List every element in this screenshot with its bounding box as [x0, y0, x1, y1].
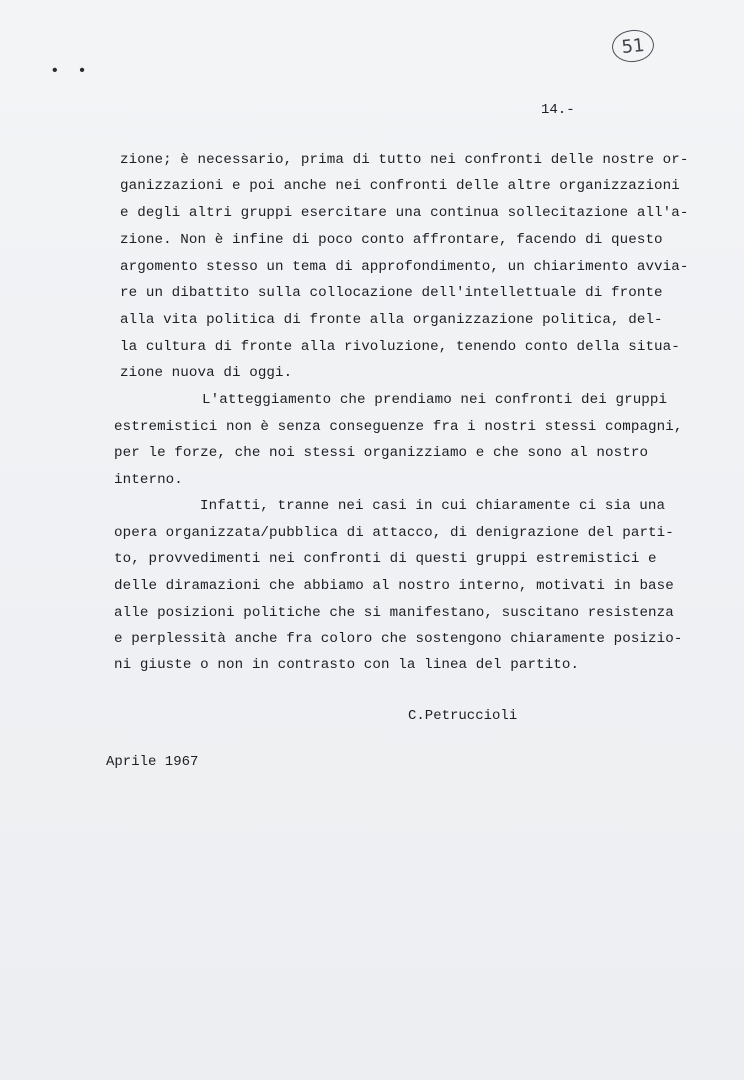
- stamp-number: 51: [620, 34, 646, 58]
- text-line: L'atteggiamento che prendiamo nei confronti dei gruppi: [202, 392, 668, 408]
- text-line: alla vita politica di fronte alla organizzazione politica, del-: [120, 312, 663, 328]
- text-line: re un dibattito sulla collocazione dell'intellettuale di fronte: [120, 285, 663, 301]
- text-line: to, provvedimenti nei confronti di questi gruppi estremistici e: [114, 551, 657, 567]
- text-line: Infatti, tranne nei casi in cui chiaramente ci sia una: [200, 498, 666, 514]
- text-line: e degli altri gruppi esercitare una continua sollecitazione all'a-: [120, 205, 689, 221]
- text-line: alle posizioni politiche che si manifestano, suscitano resistenza: [114, 605, 674, 621]
- text-line: e perplessità anche fra coloro che sostengono chiaramente posizio-: [114, 631, 683, 647]
- archive-stamp: [610, 28, 655, 64]
- text-line: ni giuste o non in contrasto con la linea del partito.: [114, 657, 580, 673]
- text-line: opera organizzata/pubblica di attacco, di denigrazione del parti-: [114, 525, 674, 541]
- document-date: Aprile 1967: [106, 754, 199, 770]
- text-line: interno.: [114, 472, 183, 488]
- text-line: zione; è necessario, prima di tutto nei confronti delle nostre or-: [120, 152, 689, 168]
- text-line: zione. Non è infine di poco conto affrontare, facendo di questo: [120, 232, 663, 248]
- text-line: estremistici non è senza conseguenze fra i nostri stessi compagni,: [114, 419, 683, 435]
- corner-marks: • •: [50, 62, 91, 80]
- text-line: per le forze, che noi stessi organizziamo e che sono al nostro: [114, 445, 649, 461]
- text-line: argomento stesso un tema di approfondimento, un chiarimento avvia-: [120, 259, 689, 275]
- text-line: la cultura di fronte alla rivoluzione, tenendo conto della situa-: [120, 339, 680, 355]
- text-line: zione nuova di oggi.: [120, 365, 293, 381]
- signature: C.Petruccioli: [408, 708, 518, 724]
- page-number: 14.-: [541, 102, 575, 118]
- text-line: delle diramazioni che abbiamo al nostro interno, motivati in base: [114, 578, 674, 594]
- text-line: ganizzazioni e poi anche nei confronti delle altre organizzazioni: [120, 178, 680, 194]
